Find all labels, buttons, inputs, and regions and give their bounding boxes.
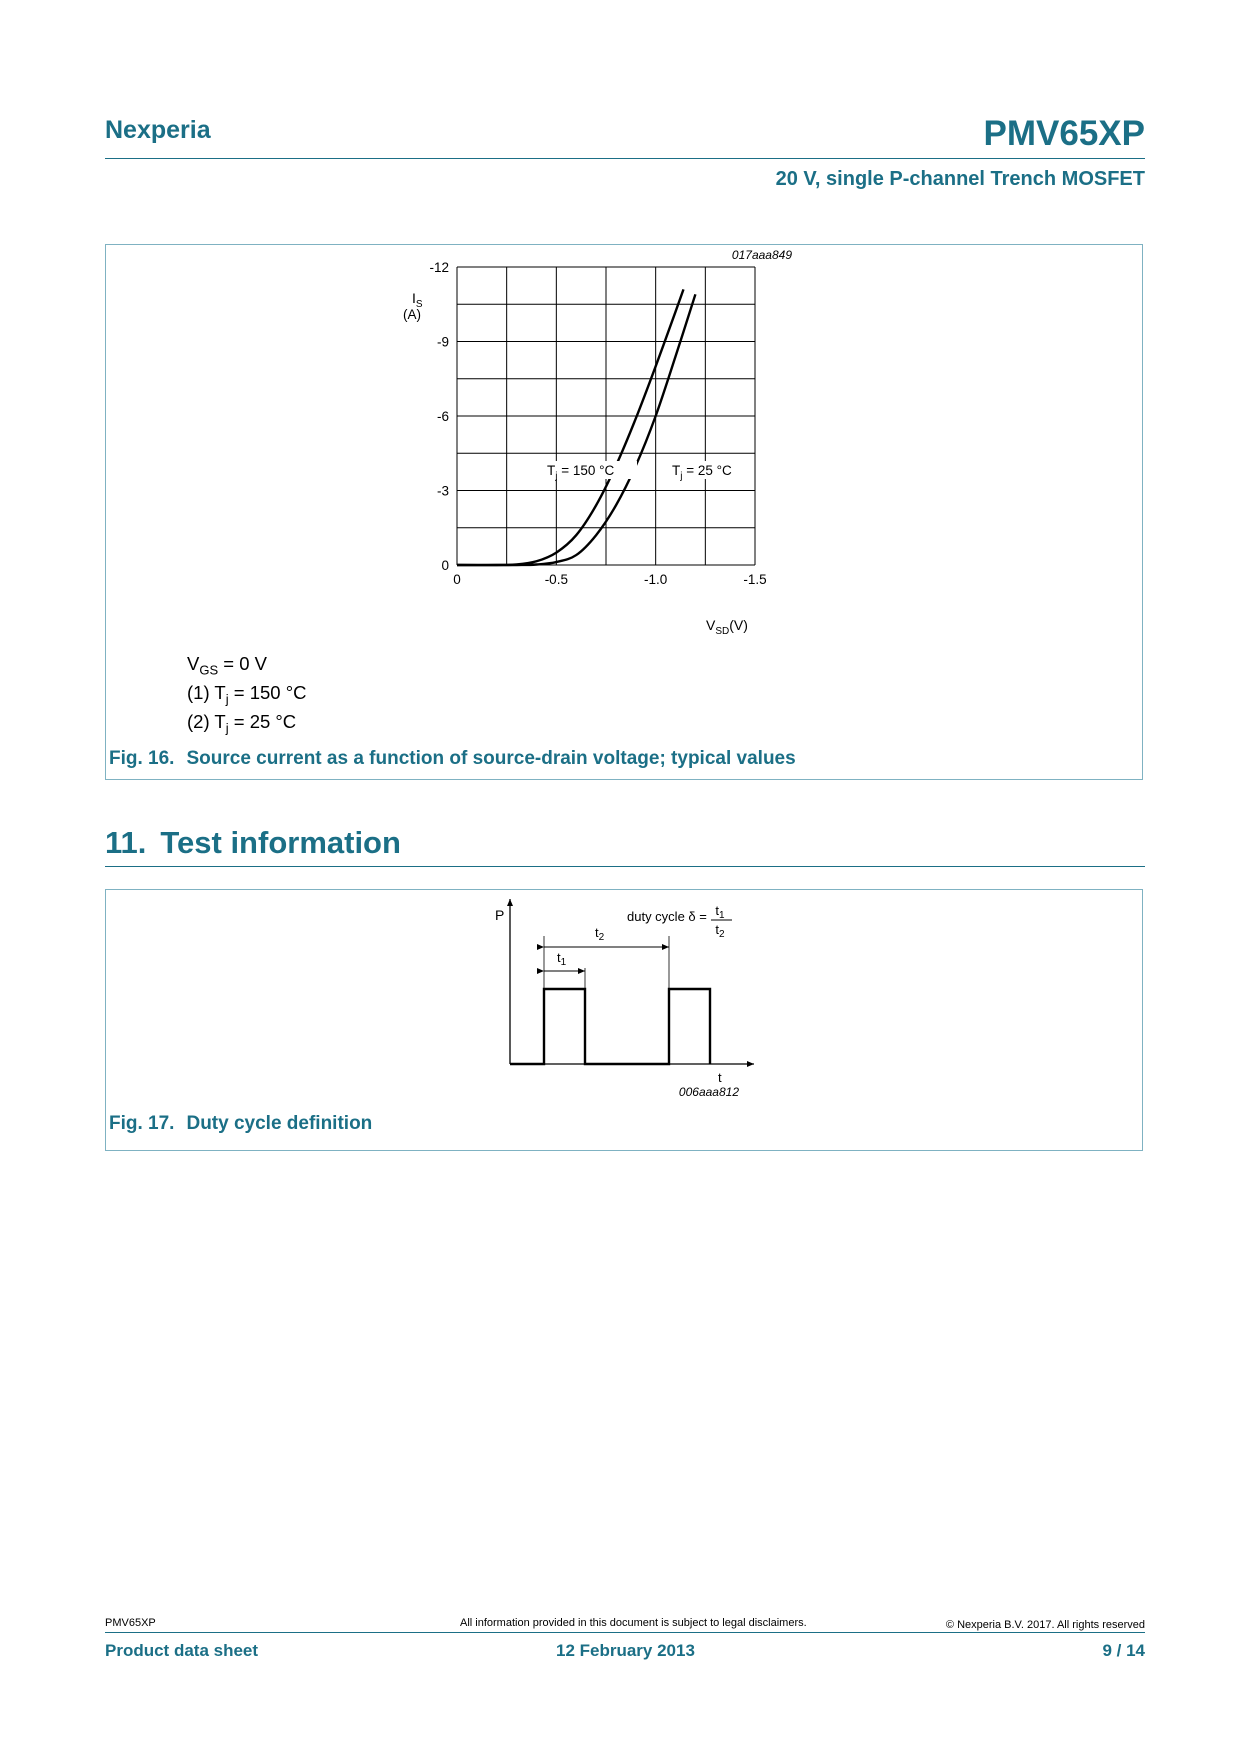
duty-cycle-formula-label: duty cycle δ = [627, 909, 707, 924]
footer-date: 12 February 2013 [556, 1641, 695, 1660]
x-tick-label: 0 [453, 572, 461, 587]
x-tick-label: -1.5 [743, 572, 767, 587]
series-line-25c [457, 294, 695, 565]
section-divider [105, 866, 1145, 867]
x-tick-label: -0.5 [544, 572, 568, 587]
footer-doc-id: PMV65XP [105, 1617, 156, 1629]
time-axis-label: t [718, 1070, 722, 1085]
footer-doc-type: Product data sheet [105, 1641, 259, 1660]
y-tick-label: -9 [436, 334, 449, 350]
series-line-150c [457, 289, 683, 565]
curve-label-25: $T_j = 25$ °C [672, 463, 732, 482]
footer-page-number: 9 / 14 [1102, 1641, 1145, 1660]
t2-label: $t_2$ [595, 925, 605, 943]
figure-17-box [105, 889, 1143, 1151]
x-axis-label: $V_{SD}(V)$ [706, 617, 748, 637]
y-tick-label: 0 [441, 558, 449, 573]
power-axis-label: P [495, 907, 505, 923]
y-tick-label: -12 [429, 260, 449, 275]
y-axis-unit: (A) [403, 307, 421, 322]
product-title: PMV65XP [983, 114, 1145, 153]
pulse-waveform [510, 989, 710, 1064]
y-tick-labels [429, 260, 449, 573]
formula-numerator: $t_1$ [715, 903, 725, 921]
y-tick-label: -6 [436, 409, 449, 424]
figure-17-caption: Fig. 17. Duty cycle definition [109, 1113, 373, 1134]
condition-2: (2) $T_j = 25$ °C [187, 711, 297, 736]
y-axis-label: $I_S$ [412, 290, 423, 310]
condition-1: (1) $T_j = 150$ °C [187, 682, 307, 707]
t1-label: $t_1$ [557, 950, 567, 968]
figure-16-box [105, 244, 1143, 780]
footer-disclaimer: All information provided in this document is subject to legal disclaimers. [460, 1617, 807, 1629]
x-tick-label: -1.0 [644, 572, 668, 587]
section-heading: 11. Test information [105, 825, 401, 860]
figure-code: 006aaa812 [678, 1085, 739, 1099]
chart-curves [457, 289, 695, 565]
curve-label-150: $T_j = 150$ °C [547, 463, 615, 482]
brand-name: Nexperia [105, 116, 211, 144]
figure-code: 017aaa849 [731, 248, 792, 262]
x-tick-labels [453, 572, 766, 587]
header-divider [105, 158, 1145, 159]
figure-16-caption: Fig. 16. Source current as a function of source-drain voltage; typical values [109, 748, 796, 769]
footer-divider [105, 1632, 1145, 1633]
duty-cycle-diagram [106, 890, 1142, 1150]
y-tick-label: -3 [436, 483, 449, 499]
product-subtitle: 20 V, single P-channel Trench MOSFET [775, 168, 1145, 190]
condition-vgs: $V_{GS} = 0$ V [187, 653, 267, 678]
footer-copyright: © Nexperia B.V. 2017. All rights reserved [945, 1619, 1145, 1631]
formula-denominator: $t_2$ [715, 922, 725, 940]
